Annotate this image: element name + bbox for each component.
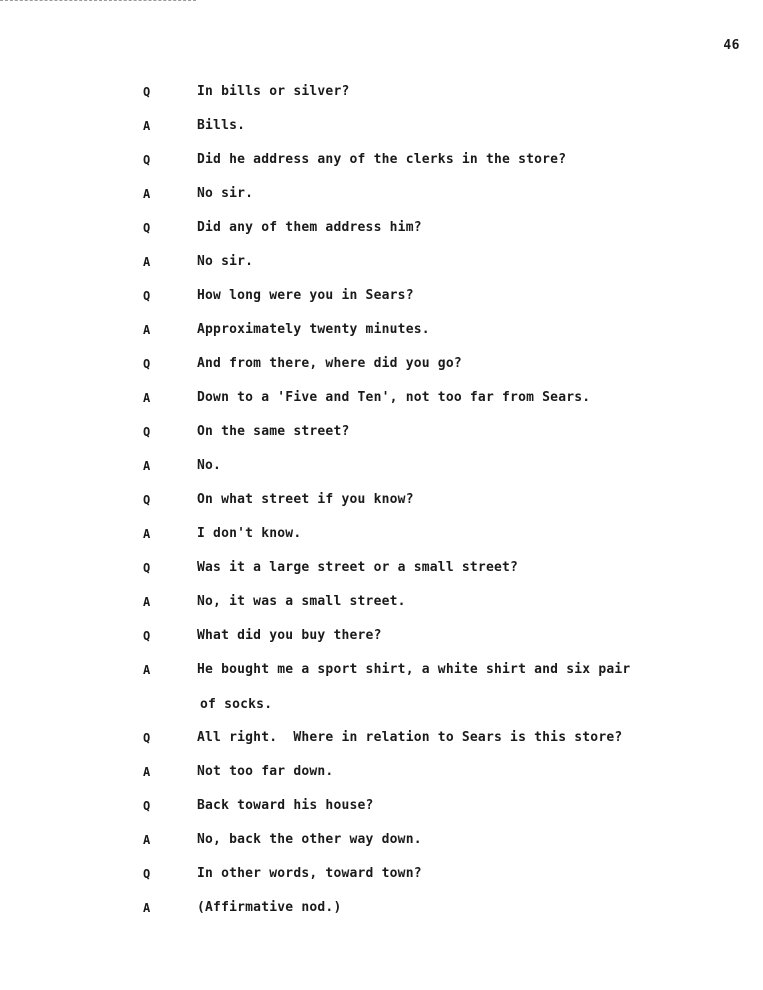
answer-text: Down to a 'Five and Ten', not too far from Sears.	[197, 390, 591, 405]
page-number: 46	[723, 38, 740, 53]
speaker-label: Q	[143, 731, 151, 745]
speaker-label: Q	[143, 493, 151, 507]
transcript-line	[0, 830, 763, 850]
speaker-label: A	[143, 459, 151, 473]
transcript-line	[0, 592, 763, 612]
speaker-label: A	[143, 765, 151, 779]
transcript-line	[0, 762, 763, 782]
speaker-label: Q	[143, 153, 151, 167]
transcript-line	[0, 660, 763, 680]
transcript-line	[0, 184, 763, 204]
transcript-line	[0, 490, 763, 510]
answer-text: No, it was a small street.	[197, 594, 406, 609]
speaker-label: A	[143, 595, 151, 609]
transcript-line	[0, 796, 763, 816]
answer-text: Approximately twenty minutes.	[197, 322, 430, 337]
transcript-line	[0, 252, 763, 272]
transcript-line	[0, 354, 763, 374]
transcript-line	[0, 695, 763, 715]
speaker-label: A	[143, 527, 151, 541]
speaker-label: Q	[143, 799, 151, 813]
speaker-label: A	[143, 901, 151, 915]
question-text: Was it a large street or a small street?	[197, 560, 519, 575]
question-text: How long were you in Sears?	[197, 288, 414, 303]
speaker-label: Q	[143, 867, 151, 881]
transcript-line	[0, 218, 763, 238]
transcript-line	[0, 422, 763, 442]
transcript-line	[0, 150, 763, 170]
answer-text: I don't know.	[197, 526, 302, 541]
speaker-label: Q	[143, 289, 151, 303]
question-text: All right. Where in relation to Sears is this store?	[197, 730, 623, 745]
answer-text: (Affirmative nod.)	[197, 900, 342, 915]
speaker-label: Q	[143, 85, 151, 99]
transcript-line	[0, 626, 763, 646]
speaker-label: A	[143, 119, 151, 133]
question-text: Did any of them address him?	[197, 220, 422, 235]
transcript-line	[0, 116, 763, 136]
answer-text: Bills.	[197, 118, 246, 133]
question-text: And from there, where did you go?	[197, 356, 462, 371]
question-text: What did you buy there?	[197, 628, 382, 643]
transcript-line	[0, 728, 763, 748]
question-text: On what street if you know?	[197, 492, 414, 507]
answer-text: No sir.	[197, 254, 254, 269]
transcript-line	[0, 524, 763, 544]
question-text: Back toward his house?	[197, 798, 374, 813]
speaker-label: A	[143, 255, 151, 269]
transcript-line	[0, 82, 763, 102]
transcript-line	[0, 898, 763, 918]
speaker-label: A	[143, 323, 151, 337]
speaker-label: Q	[143, 425, 151, 439]
transcript-line	[0, 388, 763, 408]
answer-text: No.	[197, 458, 222, 473]
answer-text: No sir.	[197, 186, 254, 201]
answer-text: No, back the other way down.	[197, 832, 422, 847]
speaker-label: Q	[143, 221, 151, 235]
speaker-label: A	[143, 663, 151, 677]
speaker-label: A	[143, 187, 151, 201]
question-text: On the same street?	[197, 424, 350, 439]
speaker-label: Q	[143, 561, 151, 575]
speaker-label: Q	[143, 629, 151, 643]
question-text: In bills or silver?	[197, 84, 350, 99]
transcript-line	[0, 864, 763, 884]
transcript-line	[0, 286, 763, 306]
question-text: Did he address any of the clerks in the store?	[197, 152, 567, 167]
answer-text: He bought me a sport shirt, a white shirt and six pair	[197, 662, 631, 677]
question-text: In other words, toward town?	[197, 866, 422, 881]
speaker-label: A	[143, 391, 151, 405]
speaker-label: A	[143, 833, 151, 847]
answer-text: Not too far down.	[197, 764, 334, 779]
answer-continuation-text: of socks.	[200, 697, 273, 712]
transcript-line	[0, 558, 763, 578]
transcript-line	[0, 456, 763, 476]
speaker-label: Q	[143, 357, 151, 371]
transcript-line	[0, 320, 763, 340]
